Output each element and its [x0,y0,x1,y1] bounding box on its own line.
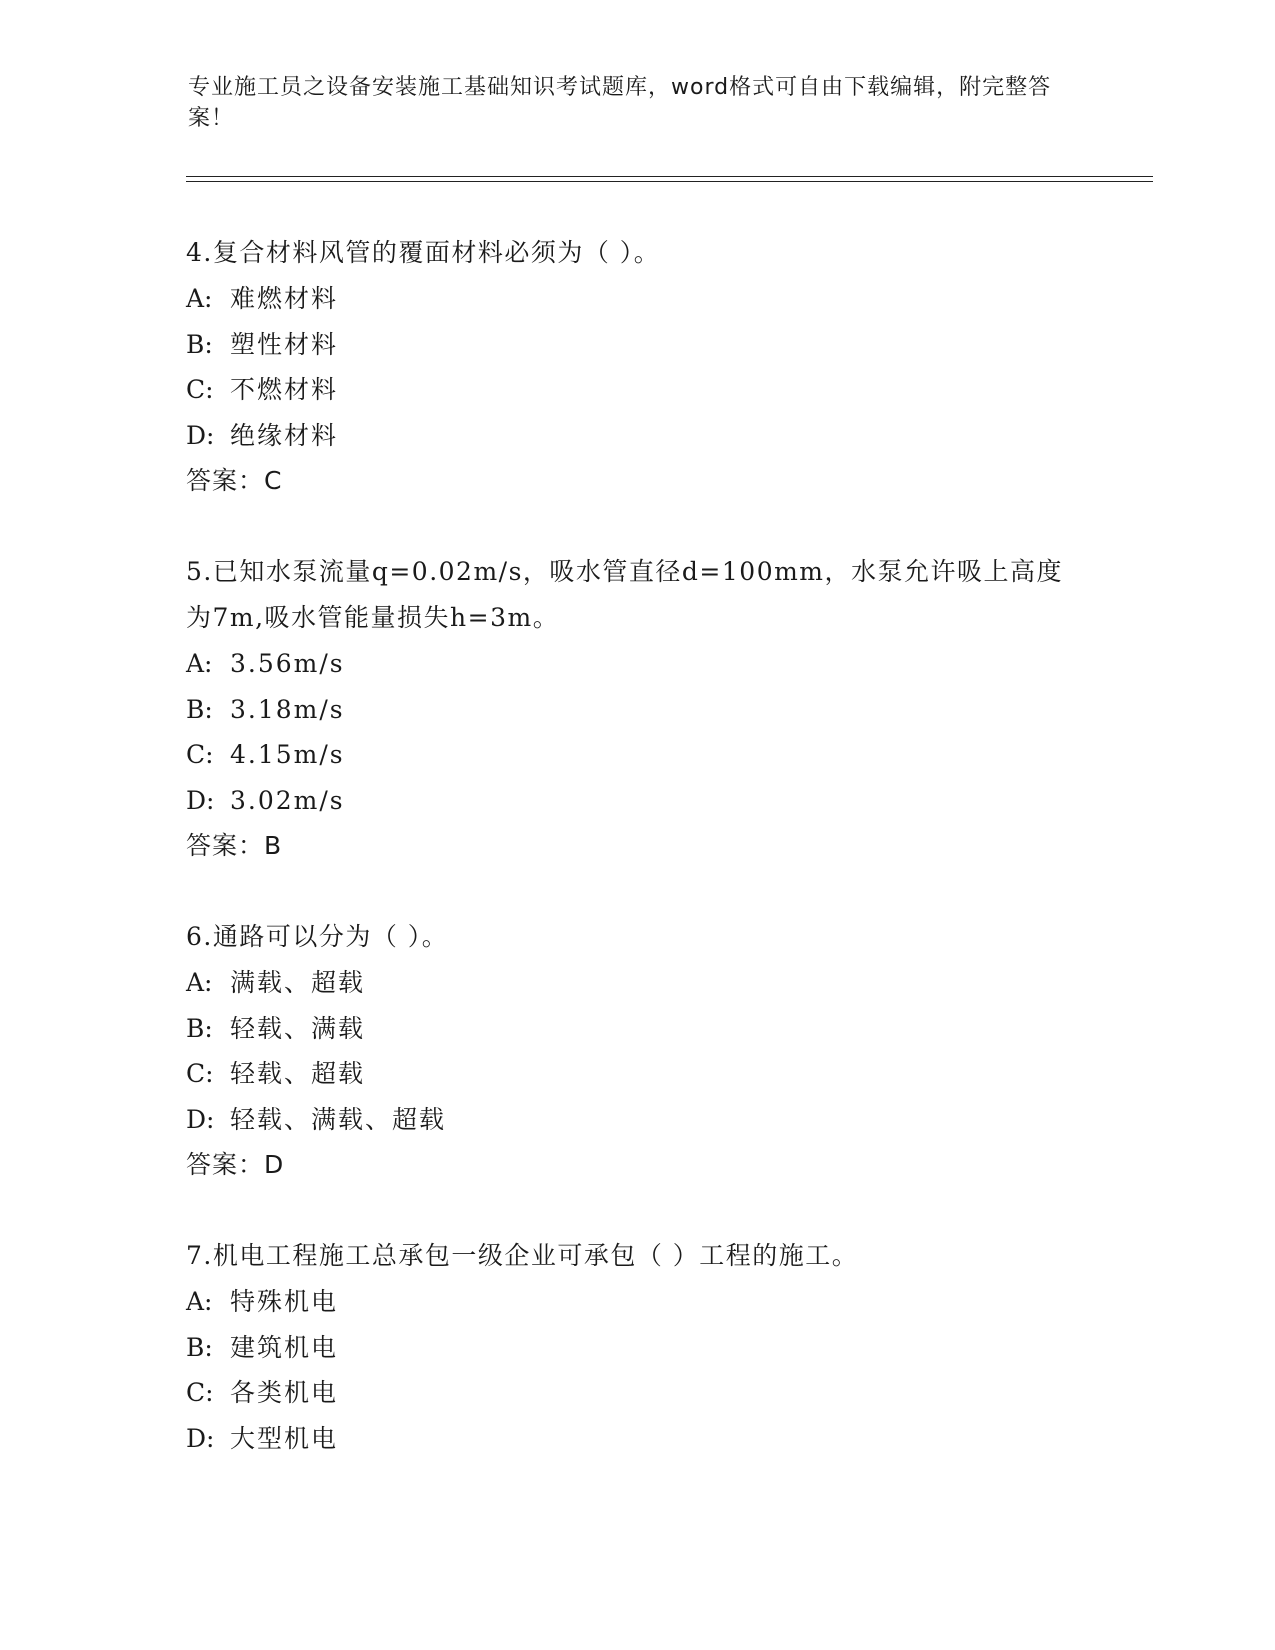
option-letter: B: [186,329,213,359]
option-text: 大型机电 [230,1423,339,1453]
question-stem: 6.通路可以分为（ ）。 [186,922,449,951]
option-d [186,1416,1086,1462]
option-letter: D: [186,1423,215,1453]
option-text: 难燃材料 [230,284,339,313]
option-text: 轻载、满载 [230,1013,366,1043]
option-letter: D: [186,785,215,815]
option-text: 3.02m/s [230,785,345,815]
option-text: 轻载、满载、超载 [230,1104,447,1134]
option-letter: C: [186,375,214,404]
option-letter: A: [186,284,213,313]
option-b [186,1006,1086,1052]
option-text: 轻载、超载 [230,1059,366,1088]
option-text: 3.18m/s [230,694,345,724]
option-c [186,367,1086,413]
header-divider-bottom [186,181,1153,182]
option-text: 4.15m/s [230,740,345,769]
option-text: 满载、超载 [230,968,366,997]
question-stem: 4.复合材料风管的覆面材料必须为（ ）。 [186,238,661,267]
option-letter: C: [186,1059,214,1088]
option-b [186,1325,1086,1371]
option-a [186,1279,1086,1325]
question-6 [186,914,1086,1188]
question-stem: 5.已知水泵流量q=0.02m/s，吸水管直径d=100mm，水泵允许吸上高度为7m,吸水管能量损失h=3m。 [186,557,1064,632]
option-letter: D: [186,420,215,450]
option-text: 塑性材料 [230,329,339,359]
answer-line: 答案：D [186,1150,285,1179]
option-a [186,960,1086,1006]
question-stem: 7.机电工程施工总承包一级企业可承包（ ）工程的施工。 [186,1241,859,1270]
option-d [186,1097,1086,1143]
option-letter: A: [186,1287,213,1316]
option-letter: A: [186,649,213,678]
option-letter: B: [186,694,213,724]
answer-line: 答案：C [186,466,283,495]
option-letter: B: [186,1013,213,1043]
option-text: 不燃材料 [230,375,339,404]
option-text: 3.56m/s [230,649,345,678]
option-letter: A: [186,968,213,997]
option-letter: D: [186,1104,215,1134]
answer-line: 答案：B [186,831,283,860]
option-d [186,778,1076,824]
option-a [186,641,1076,687]
option-c [186,1051,1086,1097]
option-letter: B: [186,1332,213,1362]
header-divider-top [186,176,1153,177]
option-b [186,322,1086,368]
option-text: 特殊机电 [230,1287,339,1316]
page-header-title: 专业施工员之设备安装施工基础知识考试题库，word格式可自由下载编辑，附完整答案！ [188,75,1052,131]
question-7 [186,1233,1086,1461]
option-text: 绝缘材料 [230,420,339,450]
option-c [186,1370,1086,1416]
option-c [186,732,1076,778]
question-5 [186,549,1076,869]
option-text: 建筑机电 [230,1332,339,1362]
question-4 [186,230,1086,504]
option-text: 各类机电 [230,1378,339,1407]
option-a [186,276,1086,322]
option-letter: C: [186,740,214,769]
option-b [186,687,1076,733]
option-letter: C: [186,1378,214,1407]
option-d [186,413,1086,459]
